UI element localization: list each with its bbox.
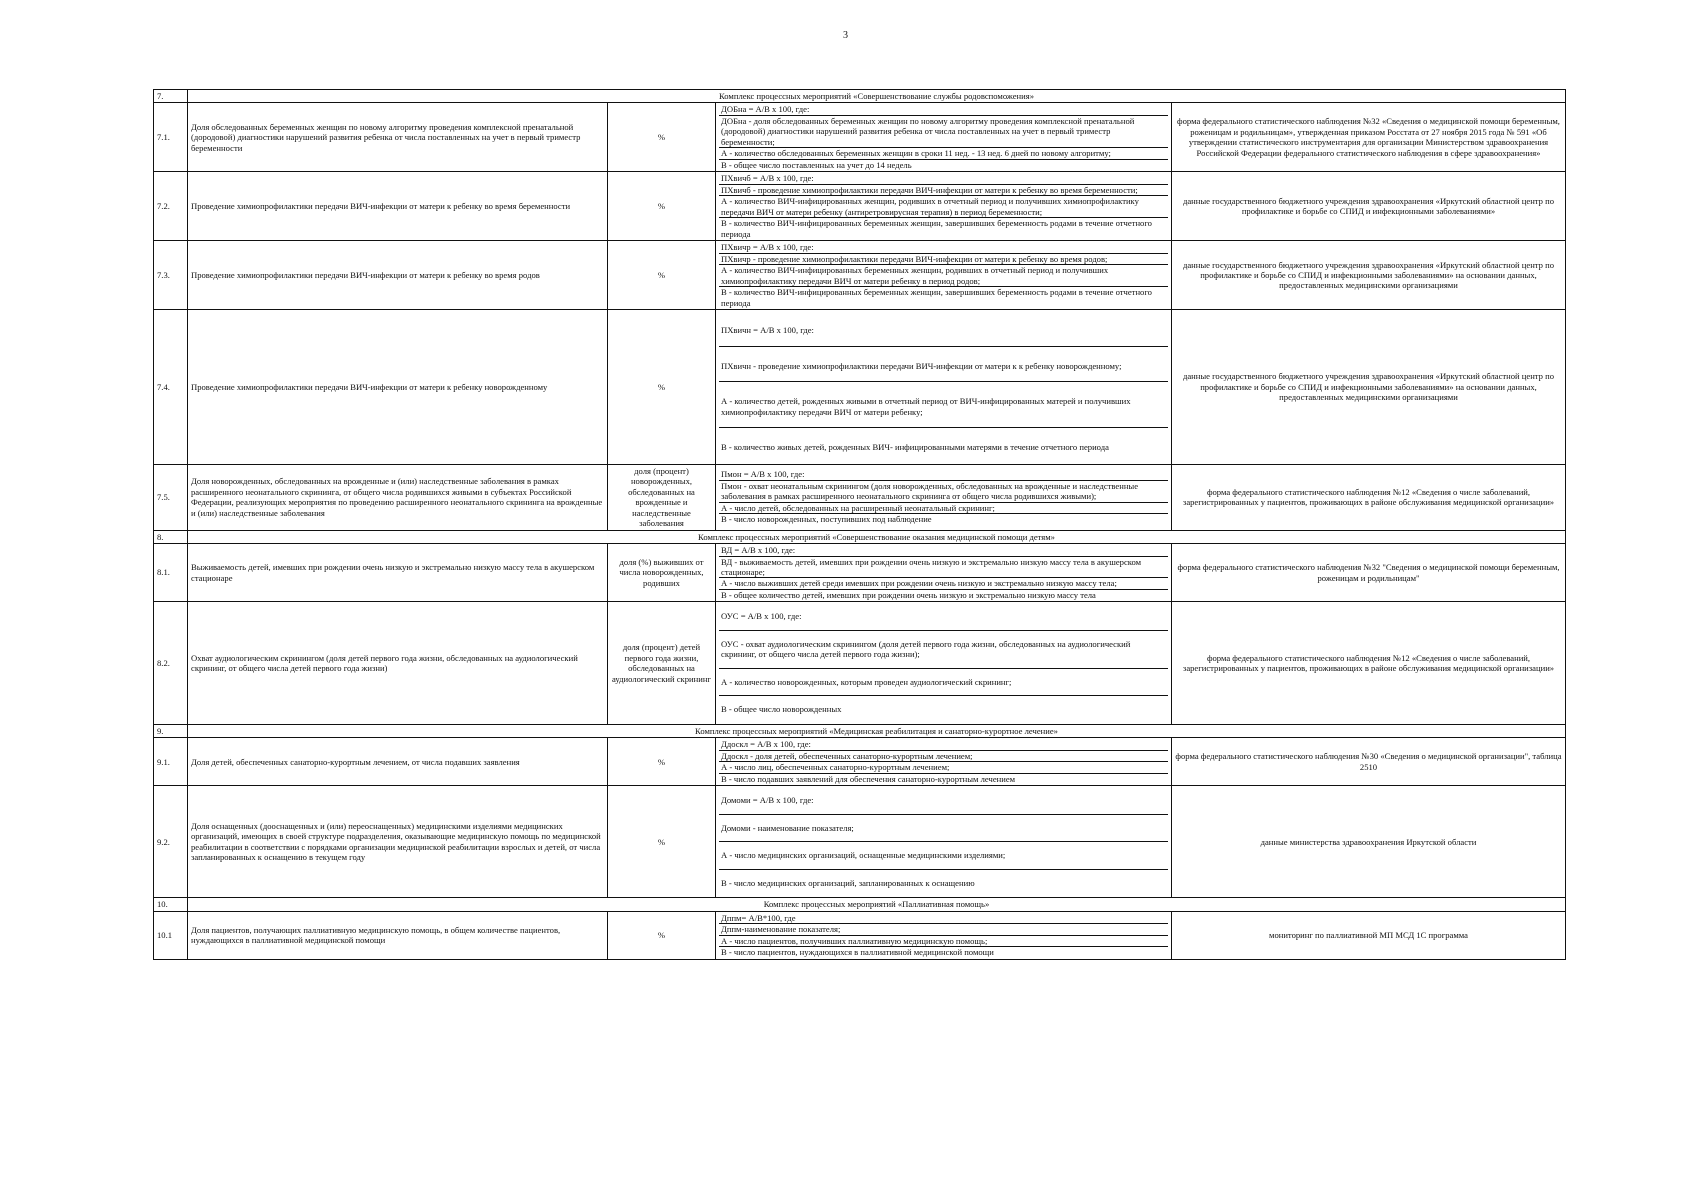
indicator-formula: [716, 786, 1172, 898]
section-title: Комплекс процессных мероприятий «Медицинская реабилитация и санаторно-курортное лечение»: [188, 724, 1566, 737]
formula-line: В - количество ВИЧ-инфицированных беременных женщин, завершивших беременность родами в течение отчетного периода: [721, 218, 1152, 239]
indicator-row: [154, 103, 1566, 172]
formula-line: Домоми = А/В x 100, где:: [719, 787, 1168, 814]
indicator-source: форма федерального статистического наблюдения №12 «Сведения о числе заболеваний, зарегистрированных у пациентов, проживающих в районе обслуживания медицинской организации»: [1172, 464, 1566, 530]
indicator-formula: [716, 241, 1172, 310]
indicator-name: Доля пациентов, получающих паллиативную медицинскую помощь, в общем количестве пациентов, нуждающихся в паллиативной медицинской помощи: [188, 911, 608, 959]
indicator-source: форма федерального статистического наблюдения №32 "Сведения о медицинской помощи беременным, роженицам и родильницам": [1172, 544, 1566, 602]
indicator-number: 7.1.: [154, 103, 188, 172]
formula-line: Ддоскл = А/В x 100, где:: [719, 739, 1168, 750]
indicator-unit: доля (%) выживших от числа новорожденных, родивших: [608, 544, 716, 602]
indicator-source: мониторинг по паллиативной МП МСД 1С программа: [1172, 911, 1566, 959]
indicator-name: Доля оснащенных (дооснащенных и (или) переоснащенных) медицинскими изделиями медицинских организаций, имеющих в своей структуре подразделения, оказывающие медицинскую помощь по медицинской реабилитации в соответствии с порядками организации медицинской реабилитации взрослых и детей, от числа запланированных к оснащению в текущем году: [188, 786, 608, 898]
formula-line: ПХвичн - проведение химиопрофилактики передачи ВИЧ-инфекции от матери к к ребенку новорожденному;: [719, 347, 1168, 382]
formula-line: В - число новорожденных, поступивших под наблюдение: [721, 514, 932, 525]
indicator-unit: %: [608, 103, 716, 172]
formula-line: ОУС - охват аудиологическим скринингом (доля детей первого года жизни, обследованных на аудиологический скрининг, от общего числа детей первого года жизни);: [719, 631, 1168, 669]
formula-line: А - число пациентов, получивших паллиативную медицинскую помощь;: [719, 936, 1168, 947]
indicator-name: Доля детей, обеспеченных санаторно-курортным лечением, от числа подавших заявления: [188, 738, 608, 786]
indicator-name: Доля новорожденных, обследованных на врожденные и (или) наследственные заболевания в рамках расширенного неонатального скрининга, от общего числа родившихся живыми в субъектах Российской Федерации, реализующих мероприятия по проведению расширенного неонатального скрининга на врожденные и (или) наследственные заболевания: [188, 464, 608, 530]
formula-line: Пмон - охват неонатальным скринингом (доля новорожденных, обследованных на врожденные и наследственные заболевания в рамках расширенного неонатального скрининга от общего числа родившихся живыми);: [719, 481, 1168, 503]
formula-line: А - количество ВИЧ-инфицированных беременных женщин, родивших в отчетный период и получивших химиопрофилактику передачи ВИЧ от матери ребенку в период родов;: [719, 265, 1168, 287]
indicator-name: Проведение химиопрофилактики передачи ВИЧ-инфекции от матери к ребенку во время родов: [188, 241, 608, 310]
indicator-number: 9.1.: [154, 738, 188, 786]
formula-line: Пмон = А/В x 100, где:: [719, 469, 1168, 480]
formula-line: А - число детей, обследованных на расширенный неонатальный скрининг;: [719, 503, 1168, 514]
formula-line: А - число лиц, обеспеченных санаторно-курортным лечением;: [719, 762, 1168, 773]
indicator-number: 8.2.: [154, 602, 188, 724]
section-row: [154, 530, 1566, 543]
indicator-unit: доля (процент) детей первого года жизни, обследованных на аудиологический скрининг: [608, 602, 716, 724]
indicators-table: [153, 89, 1566, 960]
formula-line: А - количество ВИЧ-инфицированных женщин, родивших в отчетный период и получивших химиопрофилактику передачи ВИЧ от матери ребенку (антиретровирусная терапия) в период беременности;: [719, 196, 1168, 218]
indicator-number: 7.2.: [154, 172, 188, 241]
indicator-formula: [716, 738, 1172, 786]
formula-line: А - число медицинских организаций, оснащенные медицинскими изделиями;: [719, 842, 1168, 869]
formula-line: Дппм-наименование показателя;: [719, 924, 1168, 935]
indicator-number: 7.5.: [154, 464, 188, 530]
indicator-formula: [716, 172, 1172, 241]
indicator-row: [154, 738, 1566, 786]
indicator-unit: %: [608, 241, 716, 310]
formula-line: В - количество ВИЧ-инфицированных беременных женщин, завершивших беременность родами в течение отчетного периода: [721, 287, 1152, 308]
indicator-row: [154, 172, 1566, 241]
indicator-row: [154, 464, 1566, 530]
section-title: Комплекс процессных мероприятий «Совершенствование оказания медицинской помощи детям»: [188, 530, 1566, 543]
indicator-name: Доля обследованных беременных женщин по новому алгоритму проведения комплексной пренатальной (дородовой) диагностики нарушений развития ребенка от числа поставленных на учет в первый триместр беременности: [188, 103, 608, 172]
indicator-formula: [716, 911, 1172, 959]
indicator-name: Проведение химиопрофилактики передачи ВИЧ-инфекции от матери к ребенку во время беременности: [188, 172, 608, 241]
indicator-number: 9.2.: [154, 786, 188, 898]
indicator-formula: [716, 103, 1172, 172]
section-title: Комплекс процессных мероприятий «Паллиативная помощь»: [188, 898, 1566, 911]
section-number: 10.: [154, 898, 188, 911]
indicator-number: 8.1.: [154, 544, 188, 602]
indicator-name: Проведение химиопрофилактики передачи ВИЧ-инфекции от матери к ребенку новорожденному: [188, 310, 608, 464]
indicator-row: [154, 544, 1566, 602]
section-row: [154, 90, 1566, 103]
indicator-formula: [716, 464, 1172, 530]
indicator-name: Охват аудиологическим скринингом (доля детей первого года жизни, обследованных на аудиологический скрининг, от общего числа детей первого года жизни): [188, 602, 608, 724]
indicator-formula: [716, 310, 1172, 464]
formula-line: В - число медицинских организаций, запланированных к оснащению: [721, 877, 975, 888]
indicator-unit: %: [608, 786, 716, 898]
formula-line: А - количество детей, рожденных живыми в отчетный период от ВИЧ-инфицированных матерей и получивших химиопрофилактику передачи ВИЧ от матери ребенку;: [719, 382, 1168, 428]
formula-line: А - количество обследованных беременных женщин в сроки 11 нед. - 13 нед. 6 дней по новому алгоритму;: [719, 148, 1168, 159]
indicator-source: данные министерства здравоохранения Иркутской области: [1172, 786, 1566, 898]
indicator-number: 7.4.: [154, 310, 188, 464]
formula-line: А - количество новорожденных, которым проведен аудиологический скрининг;: [719, 669, 1168, 696]
formula-line: ДОБна - доля обследованных беременных женщин по новому алгоритму проведения комплексной пренатальной (дородовой) диагностики нарушений развития ребенка от числа поставленных на учет в первый триместр беременности;: [719, 116, 1168, 148]
indicator-formula: [716, 602, 1172, 724]
formula-line: В - число пациентов, нуждающихся в паллиативной медицинской помощи: [721, 947, 994, 958]
indicator-row: [154, 911, 1566, 959]
indicator-row: [154, 602, 1566, 724]
section-number: 9.: [154, 724, 188, 737]
formula-line: ДОБна = А/В x 100, где:: [719, 104, 1168, 115]
indicator-source: данные государственного бюджетного учреждения здравоохранения «Иркутский областной центр по профилактике и борьбе со СПИД и инфекционными заболеваниями»: [1172, 172, 1566, 241]
formula-line: Дппм= А/В*100, где: [719, 913, 1168, 924]
indicator-unit: доля (процент) новорожденных, обследованных на врожденные и наследственные заболевания: [608, 464, 716, 530]
section-number: 8.: [154, 530, 188, 543]
formula-line: ПХвичб - проведение химиопрофилактики передачи ВИЧ-инфекции от матери к ребенку во время беременности;: [719, 185, 1168, 196]
formula-line: ПХвичр = А/В x 100, где:: [719, 242, 1168, 253]
page-number: 3: [843, 30, 848, 41]
indicator-unit: %: [608, 911, 716, 959]
section-row: [154, 724, 1566, 737]
indicator-row: [154, 786, 1566, 898]
formula-line: ОУС = А/В x 100, где:: [719, 603, 1168, 630]
indicator-source: форма федерального статистического наблюдения №30 «Сведения о медицинской организации", таблица 2510: [1172, 738, 1566, 786]
indicator-name: Выживаемость детей, имевших при рождении очень низкую и экстремально низкую массу тела в акушерском стационаре: [188, 544, 608, 602]
formula-line: ПХвичр - проведение химиопрофилактики передачи ВИЧ-инфекции от матери к ребенку во время родов;: [719, 254, 1168, 265]
section-number: 7.: [154, 90, 188, 103]
indicator-source: форма федерального статистического наблюдения №32 «Сведения о медицинской помощи беременным, роженицам и родильницам», утвержденная приказом Росстата от 27 ноября 2015 года № 591 «Об утверждении статистического инструментария для организации Министерством здравоохранения Российской Федерации федерального статистического наблюдения в сфере здравоохранения»: [1172, 103, 1566, 172]
indicator-row: [154, 241, 1566, 310]
indicator-source: форма федерального статистического наблюдения №12 «Сведения о числе заболеваний, зарегистрированных у пациентов, проживающих в районе обслуживания медицинской организации»: [1172, 602, 1566, 724]
indicator-number: 7.3.: [154, 241, 188, 310]
indicator-formula: [716, 544, 1172, 602]
formula-line: ПХвичб = А/В x 100, где:: [719, 173, 1168, 184]
indicator-unit: %: [608, 310, 716, 464]
section-row: [154, 898, 1566, 911]
formula-line: ВД - выживаемость детей, имевших при рождении очень низкую и экстремально низкую массу тела в акушерском стационаре;: [719, 557, 1168, 579]
formula-line: В - количество живых детей, рожденных ВИЧ- инфицированными матерями в течение отчетного периода: [721, 442, 1109, 453]
indicator-source: данные государственного бюджетного учреждения здравоохранения «Иркутский областной центр по профилактике и борьбе со СПИД и инфекционными заболеваниями» на основании данных, предоставленных медицинскими организациями: [1172, 310, 1566, 464]
indicator-row: [154, 310, 1566, 464]
formula-line: В - число подавших заявлений для обеспечения санаторно-курортным лечением: [721, 773, 1016, 784]
indicator-unit: %: [608, 738, 716, 786]
indicator-source: данные государственного бюджетного учреждения здравоохранения «Иркутский областной центр по профилактике и борьбе со СПИД и инфекционными заболеваниями» на основании данных, предоставленных медицинскими организациями: [1172, 241, 1566, 310]
formula-line: ПХвичн = А/В x 100, где:: [719, 311, 1168, 346]
formula-line: Домоми - наименование показателя;: [719, 815, 1168, 842]
section-title: Комплекс процессных мероприятий «Совершенствование службы родовспоможения»: [188, 90, 1566, 103]
formula-line: Ддоскл - доля детей, обеспеченных санаторно-курортным лечением;: [719, 751, 1168, 762]
formula-line: А - число выживших детей среди имевших при рождении очень низкую и экстремально низкую массу тела;: [719, 578, 1168, 589]
formula-line: В - общее число новорожденных: [721, 704, 842, 715]
indicator-number: 10.1: [154, 911, 188, 959]
formula-line: В - общее число поставленных на учет до 14 недель: [721, 159, 912, 170]
indicator-unit: %: [608, 172, 716, 241]
formula-line: ВД = А/В x 100, где:: [719, 545, 1168, 556]
formula-line: В - общее количество детей, имевших при рождении очень низкую и экстремально низкую массу тела: [721, 589, 1096, 600]
